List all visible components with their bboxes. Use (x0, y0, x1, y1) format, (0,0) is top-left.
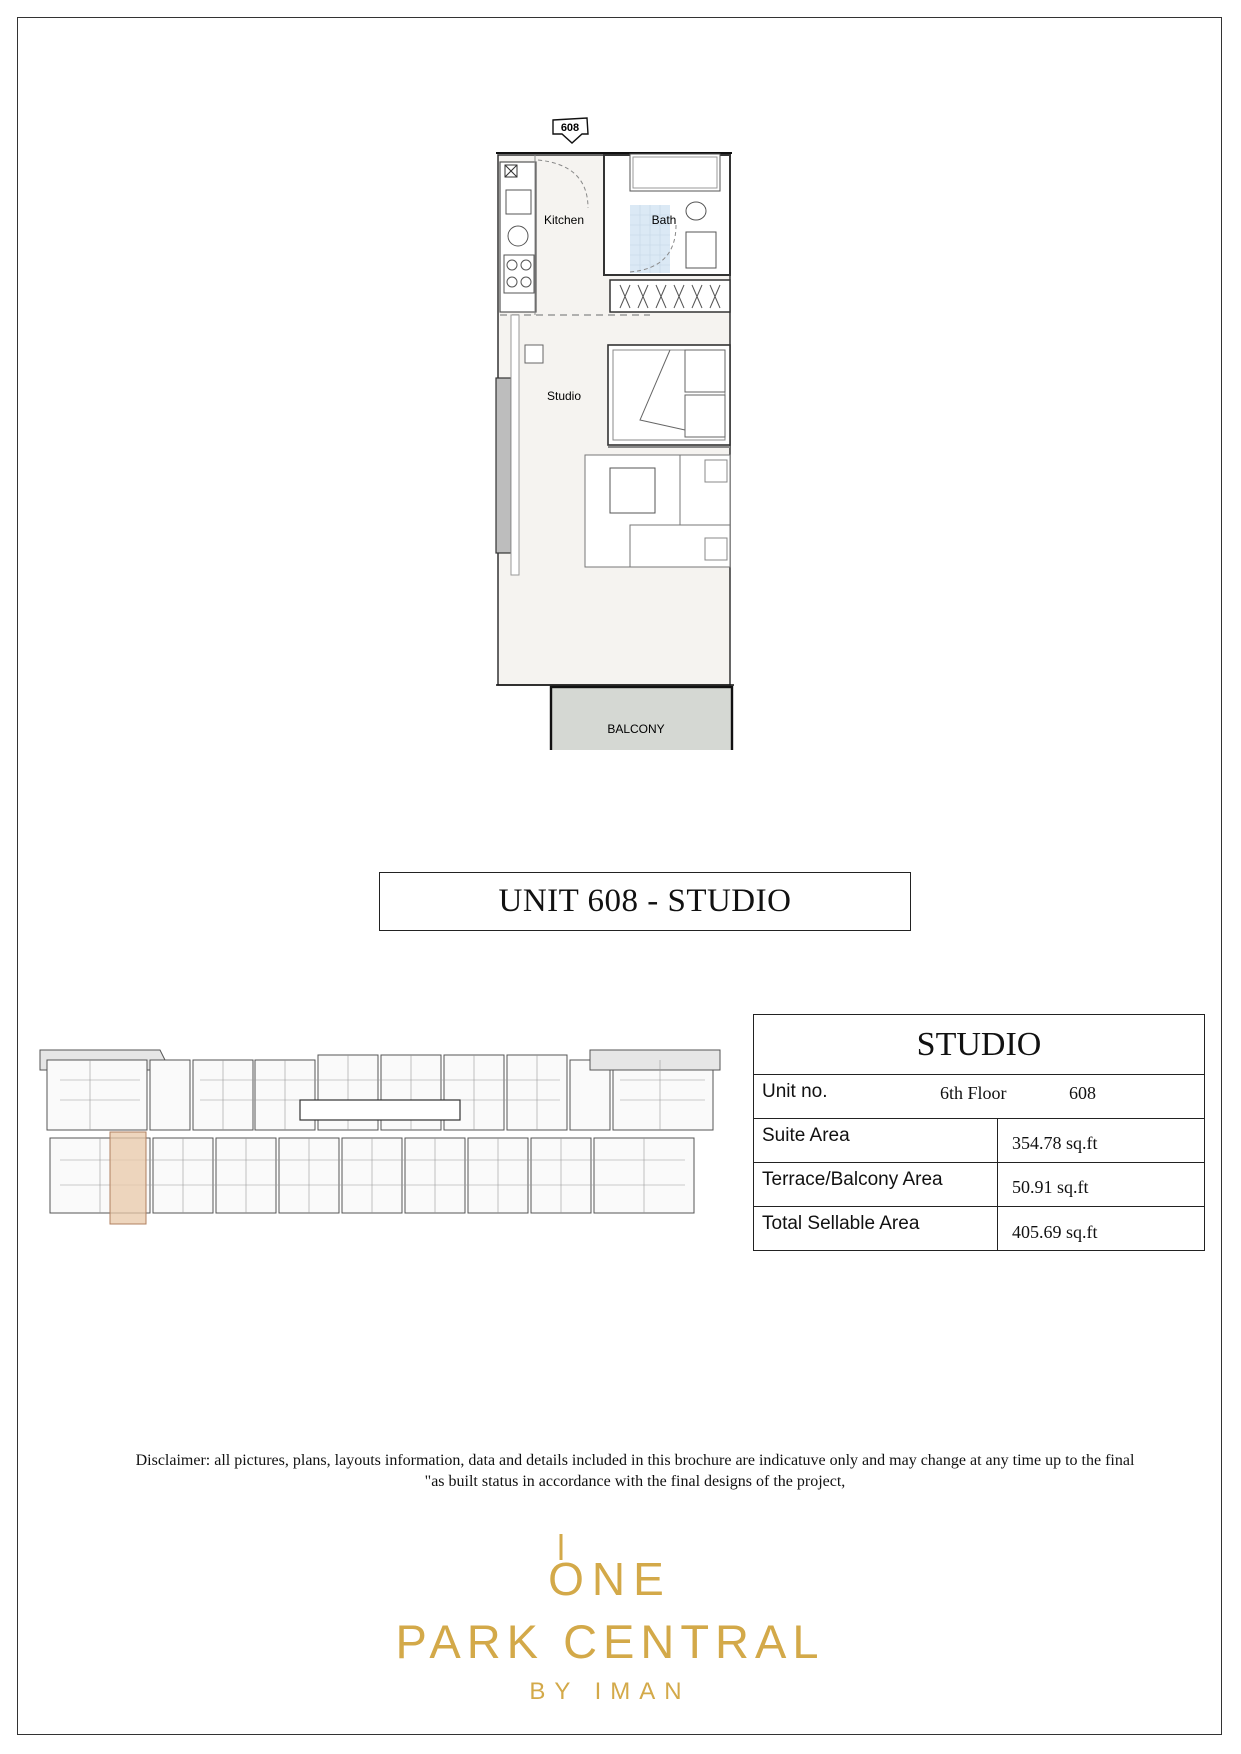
unit-number-value: 608 (1069, 1083, 1096, 1103)
room-label-kitchen: Kitchen (543, 213, 585, 227)
unit-floor-plan (480, 110, 760, 750)
unit-tag-label: 608 (560, 122, 580, 134)
disclaimer (70, 1450, 1200, 1492)
suite-area-label: Suite Area (762, 1125, 850, 1146)
disclaimer-line-2: "as built status in accordance with the final designs of the project, (424, 1473, 846, 1490)
balcony-area-label: Terrace/Balcony Area (762, 1169, 943, 1190)
balcony-area-value: 50.91 sq.ft (997, 1163, 1089, 1206)
total-area-label: Total Sellable Area (762, 1213, 920, 1234)
total-area-value: 405.69 sq.ft (997, 1207, 1098, 1251)
spec-table (753, 1014, 1205, 1251)
floor-key-plan (30, 1040, 730, 1230)
spec-header: STUDIO (754, 1015, 1204, 1075)
logo-line-park-central: PARK CENTRAL (395, 1615, 825, 1668)
spec-row-suite-area (754, 1119, 1204, 1163)
unit-title: UNIT 608 - STUDIO (379, 872, 911, 931)
room-label-studio: Studio (546, 389, 582, 403)
floor-value: 6th Floor (940, 1083, 1007, 1103)
disclaimer-line-1: Disclaimer: all pictures, plans, layouts information, data and details included in this brochure are indicatuve only and may change at any time up to the final (135, 1452, 1135, 1469)
unit-highlight (110, 1132, 146, 1224)
spec-row-balcony-area (754, 1163, 1204, 1207)
unit-no-label: Unit no. (762, 1081, 828, 1102)
room-label-bath: Bath (651, 213, 677, 227)
spec-row-unit (754, 1075, 1204, 1119)
suite-area-value: 354.78 sq.ft (997, 1119, 1098, 1162)
brand-logo (360, 1530, 860, 1710)
spec-row-total-area (754, 1207, 1204, 1251)
room-label-balcony: BALCONY (607, 722, 665, 736)
unit-tag-marker (553, 118, 588, 143)
logo-line-by-iman: BY IMAN (529, 1678, 691, 1705)
logo-line-one: ONE (548, 1553, 672, 1605)
